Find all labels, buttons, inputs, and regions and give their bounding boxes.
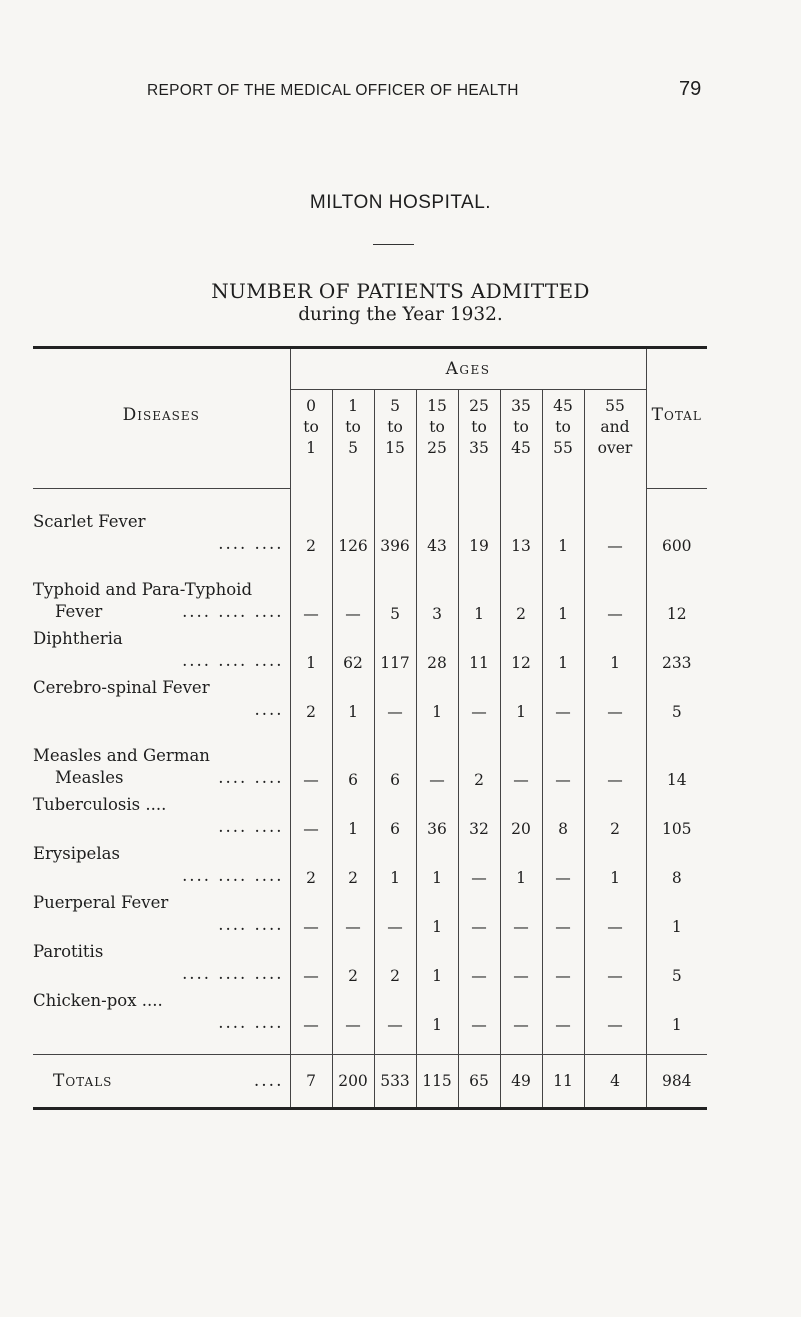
admissions-count: 6	[332, 725, 374, 793]
admissions-count: 28	[416, 627, 458, 676]
title-divider	[373, 244, 414, 245]
admissions-count: —	[542, 676, 584, 725]
admissions-count: 1	[416, 891, 458, 940]
row-total: 600	[646, 488, 707, 559]
running-head: REPORT OF THE MEDICAL OFFICER OF HEALTH	[147, 82, 519, 99]
admissions-count: 1	[500, 676, 542, 725]
admissions-count: 6	[374, 725, 416, 793]
table-row	[33, 559, 707, 627]
admissions-count: 36	[416, 793, 458, 842]
admissions-count: 1	[542, 559, 584, 627]
age-group-label: 1	[306, 439, 316, 457]
admissions-count: 1	[332, 676, 374, 725]
admissions-count: 2	[290, 676, 332, 725]
admissions-count: 5	[374, 559, 416, 627]
disease-name	[33, 559, 290, 627]
admissions-count: —	[584, 488, 646, 559]
disease-name	[33, 488, 290, 559]
age-group-label: 25	[427, 439, 447, 457]
admissions-count: —	[332, 989, 374, 1055]
admissions-count: —	[500, 725, 542, 793]
row-total: 14	[646, 725, 707, 793]
admissions-count: 1	[416, 940, 458, 989]
age-group-header	[374, 390, 416, 489]
leader-dots: ....	[254, 699, 284, 719]
leader-dots: .... ....	[218, 816, 284, 836]
admissions-count: 12	[500, 627, 542, 676]
disease-name-line: Diphtheria	[33, 628, 123, 648]
diseases-header: Diseases	[33, 349, 290, 488]
admissions-count: —	[290, 559, 332, 627]
age-group-label: to	[429, 418, 445, 436]
age-group-label: 35	[511, 397, 531, 415]
column-total: 7	[290, 1054, 332, 1107]
admissions-count: 11	[458, 627, 500, 676]
admissions-count: 1	[584, 842, 646, 891]
admissions-count: —	[500, 940, 542, 989]
leader-dots: .... .... ....	[182, 601, 284, 621]
admissions-count: —	[290, 940, 332, 989]
row-total: 105	[646, 793, 707, 842]
disease-name-line: Erysipelas	[33, 843, 120, 863]
leader-dots: .... ....	[218, 914, 284, 934]
age-group-header	[542, 390, 584, 489]
page-number: 79	[679, 78, 702, 100]
leader-dots: .... ....	[218, 1012, 284, 1032]
admissions-count: —	[458, 891, 500, 940]
table-subtitle-year: during the Year 1932.	[298, 304, 503, 325]
age-group-header	[500, 390, 542, 489]
admissions-count: 2	[500, 559, 542, 627]
admissions-count: —	[458, 676, 500, 725]
age-group-label: 55	[553, 439, 573, 457]
age-group-label: 25	[469, 397, 489, 415]
table-row	[33, 793, 707, 842]
totals-label	[33, 1054, 290, 1107]
disease-name-line: Typhoid and Para-Typhoid	[33, 579, 253, 599]
admissions-count: 2	[290, 488, 332, 559]
admissions-count: 43	[416, 488, 458, 559]
age-group-label: 45	[553, 397, 573, 415]
admissions-count: 20	[500, 793, 542, 842]
age-group-header	[584, 390, 646, 489]
admissions-count: 2	[458, 725, 500, 793]
row-total: 1	[646, 989, 707, 1055]
totals-row	[33, 1054, 707, 1107]
admissions-count: —	[500, 891, 542, 940]
admissions-count: —	[374, 891, 416, 940]
age-group-label: 15	[427, 397, 447, 415]
admissions-count: 1	[584, 627, 646, 676]
disease-name-line: Chicken-pox ....	[33, 990, 163, 1010]
disease-name	[33, 891, 290, 940]
admissions-count: 1	[542, 488, 584, 559]
leader-dots: .... .... ....	[182, 963, 284, 983]
table-row	[33, 725, 707, 793]
admissions-count: 8	[542, 793, 584, 842]
row-total: 8	[646, 842, 707, 891]
disease-name	[33, 627, 290, 676]
age-group-label: to	[303, 418, 319, 436]
admissions-count: —	[458, 842, 500, 891]
admissions-count: —	[374, 676, 416, 725]
age-group-label: 45	[511, 439, 531, 457]
admissions-count: 1	[416, 676, 458, 725]
age-group-label: to	[345, 418, 361, 436]
disease-name-line: Tuberculosis ....	[33, 794, 167, 814]
leader-dots: .... .... ....	[182, 650, 284, 670]
disease-name	[33, 842, 290, 891]
admissions-count: 13	[500, 488, 542, 559]
age-group-label: and	[600, 418, 630, 436]
admissions-count: 1	[500, 842, 542, 891]
admissions-count: 2	[374, 940, 416, 989]
table-subtitle: NUMBER OF PATIENTS ADMITTED	[211, 279, 590, 303]
disease-name-line: Parotitis	[33, 941, 104, 961]
admissions-count: 32	[458, 793, 500, 842]
admissions-count: —	[332, 559, 374, 627]
age-group-label: to	[555, 418, 571, 436]
disease-name-line: Puerperal Fever	[33, 892, 169, 912]
row-total: 5	[646, 940, 707, 989]
admissions-count: —	[458, 989, 500, 1055]
admissions-count: 1	[416, 842, 458, 891]
age-group-header	[458, 390, 500, 489]
age-group-label: 15	[385, 439, 405, 457]
admissions-count: 1	[332, 793, 374, 842]
admissions-count: 3	[416, 559, 458, 627]
age-group-label: 1	[348, 397, 358, 415]
column-total: 533	[374, 1054, 416, 1107]
admissions-table	[33, 346, 707, 1110]
leader-dots: .... ....	[218, 767, 284, 787]
column-total: 11	[542, 1054, 584, 1107]
admissions-count: 1	[374, 842, 416, 891]
admissions-count: —	[290, 989, 332, 1055]
table-row	[33, 488, 707, 559]
totals-label-text: Totals	[53, 1070, 113, 1091]
disease-name-line: Measles	[55, 767, 124, 787]
admissions-count: 2	[584, 793, 646, 842]
page-title: MILTON HOSPITAL.	[309, 192, 492, 213]
disease-name	[33, 989, 290, 1055]
age-group-header	[332, 390, 374, 489]
admissions-count: 396	[374, 488, 416, 559]
admissions-count: 117	[374, 627, 416, 676]
disease-name	[33, 676, 290, 725]
admissions-count: —	[584, 559, 646, 627]
row-total: 12	[646, 559, 707, 627]
table-row	[33, 989, 707, 1055]
disease-name-line: Scarlet Fever	[33, 511, 146, 531]
admissions-count: 1	[290, 627, 332, 676]
column-total: 49	[500, 1054, 542, 1107]
admissions-count: 2	[332, 842, 374, 891]
admissions-count: —	[542, 989, 584, 1055]
admissions-count: —	[290, 793, 332, 842]
total-header: Total	[646, 349, 707, 488]
age-group-header	[416, 390, 458, 489]
age-group-label: to	[513, 418, 529, 436]
disease-name-line: Cerebro-spinal Fever	[33, 677, 210, 697]
disease-name	[33, 940, 290, 989]
disease-name-line: Measles and German	[33, 745, 210, 765]
row-total: 1	[646, 891, 707, 940]
age-group-label: to	[471, 418, 487, 436]
admissions-count: —	[458, 940, 500, 989]
age-group-label: 0	[306, 397, 316, 415]
admissions-count: —	[542, 891, 584, 940]
age-group-label: 35	[469, 439, 489, 457]
admissions-count: —	[542, 725, 584, 793]
disease-name	[33, 793, 290, 842]
table-row	[33, 891, 707, 940]
table-row	[33, 940, 707, 989]
disease-name-line: Fever	[55, 601, 103, 621]
admissions-count: —	[542, 842, 584, 891]
admissions-count: —	[584, 891, 646, 940]
admissions-count: —	[374, 989, 416, 1055]
age-group-label: 5	[348, 439, 358, 457]
column-total: 115	[416, 1054, 458, 1107]
admissions-count: —	[500, 989, 542, 1055]
admissions-count: —	[290, 725, 332, 793]
admissions-count: —	[584, 676, 646, 725]
age-group-label: over	[597, 439, 633, 457]
admissions-count: 126	[332, 488, 374, 559]
leader-dots: .... .... ....	[182, 865, 284, 885]
table-row	[33, 627, 707, 676]
age-group-label: to	[387, 418, 403, 436]
column-total: 65	[458, 1054, 500, 1107]
row-total: 5	[646, 676, 707, 725]
admissions-count: —	[416, 725, 458, 793]
admissions-count: 1	[542, 627, 584, 676]
admissions-count: —	[584, 940, 646, 989]
admissions-count: —	[290, 891, 332, 940]
ages-header: Ages	[290, 349, 646, 390]
admissions-count: 1	[416, 989, 458, 1055]
age-group-label: 5	[390, 397, 400, 415]
row-total: 233	[646, 627, 707, 676]
admissions-count: —	[332, 891, 374, 940]
column-total: 4	[584, 1054, 646, 1107]
column-total: 200	[332, 1054, 374, 1107]
table-row	[33, 842, 707, 891]
admissions-count: 6	[374, 793, 416, 842]
admissions-count: 19	[458, 488, 500, 559]
age-group-label: 55	[605, 397, 625, 415]
admissions-count: 2	[290, 842, 332, 891]
leader-dots: .... ....	[218, 533, 284, 553]
admissions-count: —	[584, 725, 646, 793]
admissions-count: —	[584, 989, 646, 1055]
admissions-count: —	[542, 940, 584, 989]
grand-total: 984	[646, 1054, 707, 1107]
leader-dots: ....	[253, 1070, 284, 1091]
age-group-header	[290, 390, 332, 489]
admissions-count: 62	[332, 627, 374, 676]
disease-name	[33, 725, 290, 793]
admissions-count: 2	[332, 940, 374, 989]
admissions-count: 1	[458, 559, 500, 627]
table-row	[33, 676, 707, 725]
